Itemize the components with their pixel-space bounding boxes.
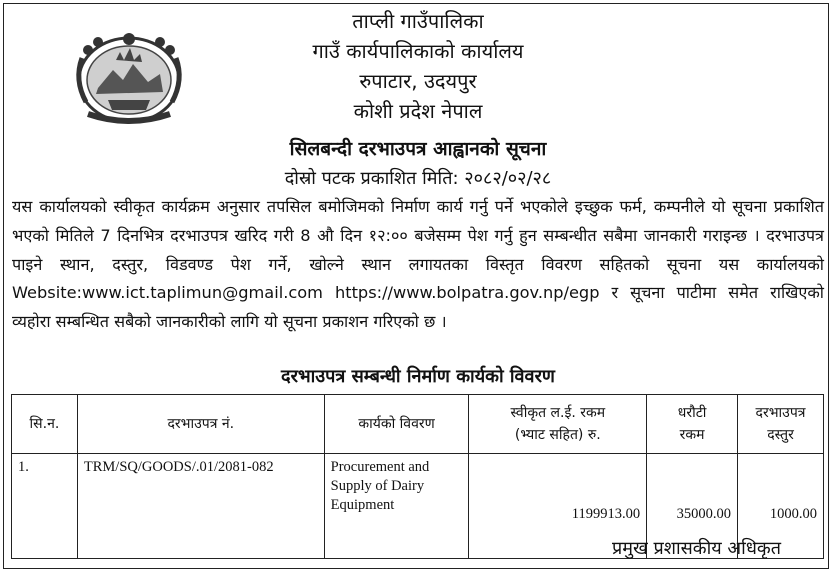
- office-name: गाउँ कार्यपालिकाको कार्यालय: [312, 39, 524, 63]
- table-title: दरभाउपत्र सम्बन्धी निर्माण कार्यको विवरण: [281, 366, 555, 387]
- header-deposit: [647, 395, 738, 454]
- header-deposit-line1: धरौटी: [677, 405, 707, 421]
- header-fee: [738, 395, 824, 454]
- header-amount-line1: स्वीकृत ल.ई. रकम: [510, 405, 606, 421]
- municipality-name: ताप्ली गाउँपालिका: [352, 9, 484, 33]
- province-country: कोशी प्रदेश नेपाल: [353, 99, 483, 123]
- header-amount: [469, 395, 647, 454]
- header-tender-no: दरभाउपत्र नं.: [77, 395, 324, 454]
- header-sn: सि.न.: [12, 395, 78, 454]
- header-fee-line1: दरभाउपत्र: [755, 405, 806, 421]
- publish-date: दोस्रो पटक प्रकाशित मिति: २०८२/०२/२८: [284, 168, 552, 189]
- cell-fee: 1000.00: [738, 454, 824, 559]
- cell-amount: 1199913.00: [469, 454, 647, 559]
- notice-title: सिलबन्दी दरभाउपत्र आह्वानको सूचना: [289, 138, 547, 160]
- header-amount-line2: (भ्याट सहित) रु.: [514, 427, 601, 443]
- tender-table: [11, 394, 824, 559]
- cell-sn: 1.: [12, 454, 78, 559]
- cell-work: Procurement and Supply of Dairy Equipment: [324, 454, 469, 559]
- notice-paragraph: यस कार्यालयको स्वीकृत कार्यक्रम अनुसार तपसिल बमोजिमको निर्माण कार्य गर्नु पर्ने भएकोले इच्छुक फर्म, कम्पनीले यो सूचना प्रकाशित भएको मितिले 7 दिनभित्र दरभाउपत्र खरिद गरी 8 औ दिन १२:०० बजेसम्म पेश गर्नु हुन सम्बन्धीत सबैमा जानकारी गराइन्छ । दरभाउपत्र पाइने स्थान, दस्तुर, विडवण्ड पेश गर्ने, खोल्ने स्थान लगायतका विस्तृत विवरण सहितको सूचना यस कार्यालयको Website:www.ict.taplimun@gmail.com https://www.bolpatra.gov.np/egp र सूचना पाटीमा समेत राखिएको व्यहोरा सम्बन्धित सबैको जानकारीको लागि यो सूचना प्रकाशन गरिएको छ ।: [12, 197, 824, 332]
- header-work: कार्यको विवरण: [324, 395, 469, 454]
- table-header-row: [12, 395, 824, 454]
- notice-body: [12, 193, 824, 337]
- office-address: रुपाटार, उदयपुर: [359, 69, 477, 93]
- cell-tender-no: TRM/SQ/GOODS/.01/2081-082: [77, 454, 324, 559]
- header-deposit-line2: रकम: [679, 427, 705, 443]
- header-fee-line2: दस्तुर: [767, 427, 794, 443]
- cell-deposit: 35000.00: [647, 454, 738, 559]
- signature: प्रमुख प्रशासकीय अधिकृत: [612, 538, 781, 559]
